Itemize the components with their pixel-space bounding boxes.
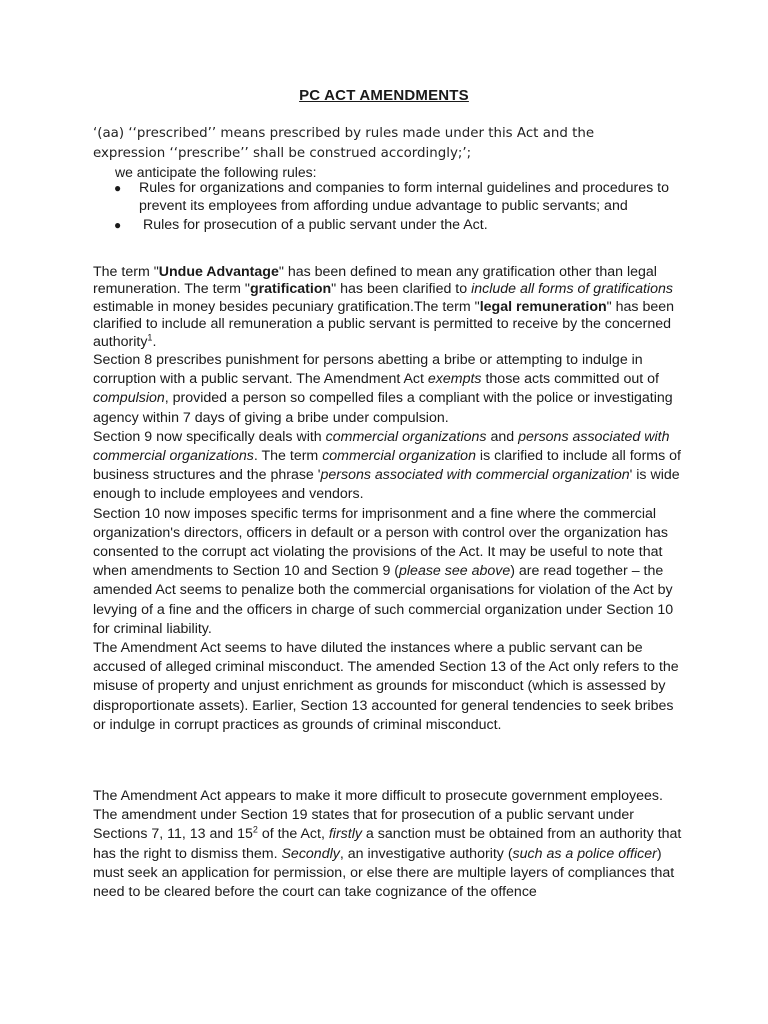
text-run: and	[486, 428, 519, 445]
list-item	[93, 217, 693, 235]
rules-list	[93, 180, 693, 235]
emphasis: include all forms of gratifications	[471, 281, 673, 298]
emphasis: exempts	[427, 371, 482, 388]
term-gratification: gratification	[249, 281, 332, 298]
text-run: The Amendment Act appears to make it more difficult to prosecute government employees. The amendment under Section 19 states that for prosecution of a public servant under Sections 7, 11, 13 and 15	[93, 788, 663, 843]
section-13-paragraph: The Amendment Act seems to have diluted the instances where a public servant can be accused of alleged criminal misconduct. The amended Section 13 of the Act only refers to the misuse of property and unjust enrichment as grounds for misconduct (which is assessed by disproportionate assets). Earlier, Section 13 accounted for general tendencies to seek bribes or indulge in corrupt practices as grounds of criminal misconduct.	[93, 640, 679, 733]
text-run: " has been defined to mean any gratification other than legal remuneration. The term "	[93, 264, 657, 298]
rules-intro: we anticipate the following rules:	[115, 164, 317, 180]
text-run: The term "	[93, 264, 159, 280]
bullet-icon: ●	[114, 181, 122, 195]
text-run: Section 8 prescribes punishment for persons abetting a bribe or attempting to indulge in corruption with a public servant. The Amendment Act	[93, 352, 643, 388]
section-9-paragraph	[93, 428, 683, 505]
emphasis: persons associated with commercial organizations	[93, 428, 670, 465]
list-item-text: Rules for organizations and companies to form internal guidelines and procedures to prevent its employees from affording undue advantage to public servants; and	[139, 180, 669, 214]
text-run: a sanction must be obtained from an authority that has the right to dismiss them.	[93, 826, 682, 862]
text-run: ' is wide enough to include employees and vendors.	[93, 467, 680, 503]
text-run: ) are read together – the amended Act seems to penalize both the commercial organisations for violation of the Act by levying of a fine and the officers in charge of such commercial organization under Section 10 for criminal liability.	[93, 563, 674, 637]
text-run: . The term	[253, 448, 323, 465]
text-run: .	[152, 333, 157, 350]
text-run: , an investigative authority (	[339, 845, 513, 862]
sections-block	[93, 351, 683, 735]
text-run: estimable in money besides pecuniary gratification.The term "	[93, 298, 480, 315]
term-undue-advantage: Undue Advantage	[158, 264, 279, 280]
emphasis: such as a police officer	[512, 845, 657, 862]
definition-quote	[93, 124, 693, 164]
section-8-paragraph	[93, 351, 683, 428]
text-run: " has been clarified to	[331, 281, 472, 298]
emphasis: Secondly	[281, 845, 340, 862]
emphasis: firstly	[328, 826, 362, 843]
emphasis: please see above	[399, 563, 511, 580]
text-run: ) must seek an application for permission, or else there are multiple layers of compliances that need to be cleared before the court can take cognizance of the offence	[93, 845, 675, 901]
text-run: of the Act,	[257, 826, 329, 843]
text-run: is clarified to include all forms of business structures and the phrase '	[93, 448, 681, 484]
text-run: those acts committed out of	[481, 371, 659, 388]
footnote-ref-2[interactable]: 2	[252, 824, 258, 835]
definition-line-1: ‘(aa) ‘‘prescribed’’ means prescribed by rules made under this Act and the	[93, 126, 595, 141]
footnote-ref-1[interactable]: 1	[147, 331, 153, 342]
list-item	[93, 180, 693, 215]
section-10-paragraph	[93, 505, 683, 639]
definition-line-2: expression ‘‘prescribe’’ shall be construed accordingly;’;	[93, 146, 472, 161]
bullet-icon: ●	[114, 218, 122, 232]
text-run: " has been clarified to include all remuneration a public servant is permitted to receive by the concerned authority	[93, 298, 675, 350]
text-run: Section 9 now specifically deals with	[93, 428, 326, 445]
page-title: PC ACT AMENDMENTS	[299, 87, 469, 104]
list-item-text: Rules for prosecution of a public servant under the Act.	[143, 217, 488, 233]
emphasis: commercial organizations	[325, 428, 487, 445]
emphasis: commercial organization	[322, 448, 476, 465]
text-run: , provided a person so compelled files a compliant with the police or investigating agency within 7 days of giving a bribe under compulsion.	[93, 390, 673, 426]
emphasis: persons associated with commercial organization	[320, 467, 630, 484]
emphasis: compulsion	[93, 390, 165, 407]
term-legal-remuneration: legal remuneration	[479, 298, 607, 315]
section-19-paragraph	[93, 787, 683, 902]
undue-advantage-paragraph	[93, 264, 683, 351]
text-run: Section 10 now imposes specific terms for imprisonment and a fine where the commercial organization's directors, officers in default or a person with control over the organization has consented to the corrupt act violating the provisions of the Act. It may be useful to note that when amendments to Section 10 and Section 9 (	[93, 505, 668, 580]
